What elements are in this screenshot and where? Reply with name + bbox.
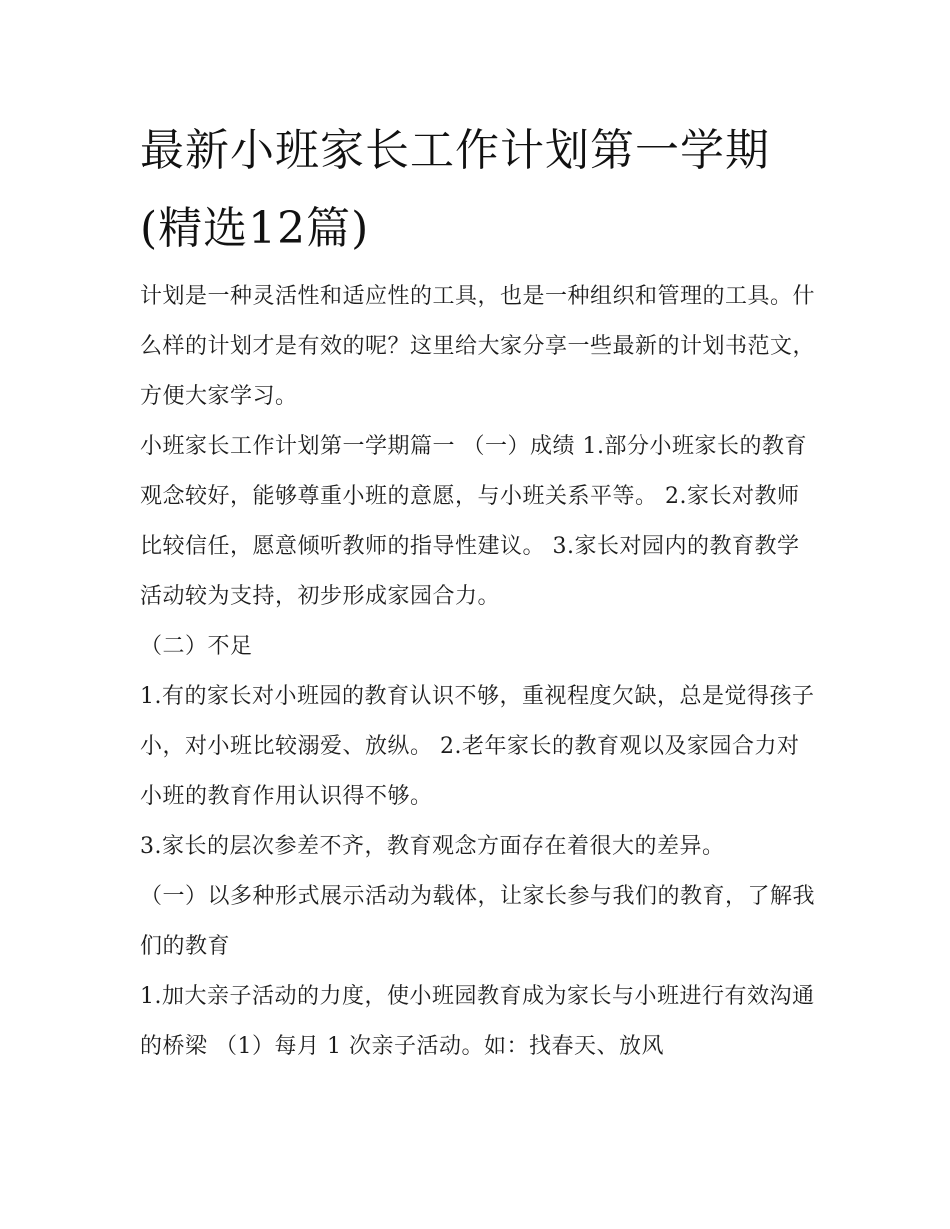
measures-heading: （一）以多种形式展示活动为载体，让家长参与我们的教育，了解我们的教育 — [140, 884, 816, 959]
shortcomings-paragraph-1: 1.有的家长对小班园的教育认识不够，重视程度欠缺，总是觉得孩子小，对小班比较溺爱、放纵。 2.老年家长的教育观以及家园合力对小班的教育作用认识得不够。 — [140, 684, 815, 809]
measures-paragraph-1: 1.加大亲子活动的力度，使小班园教育成为家长与小班进行有效沟通的桥梁 （1）每月 1 次亲子活动。如：找春天、放风 — [140, 984, 815, 1059]
section-shortcomings-heading: （二）不足 — [140, 634, 253, 659]
document-title: 最新小班家长工作计划第一学期(精选12篇) — [140, 125, 770, 254]
section-achievements-paragraph: 小班家长工作计划第一学期篇一 （一）成绩 1.部分小班家长的教育观念较好，能够尊重小班的意愿，与小班关系平等。 2.家长对教师比较信任，愿意倾听教师的指导性建议。 3.家长对园内的教育教学活动较为支持，初步形成家园合力。 — [140, 434, 807, 609]
shortcomings-paragraph-2: 3.家长的层次参差不齐，教育观念方面存在着很大的差异。 — [140, 834, 725, 859]
intro-paragraph: 计划是一种灵活性和适应性的工具，也是一种组织和管理的工具。什么样的计划才是有效的呢？这里给大家分享一些最新的计划书范文，方便大家学习。 — [140, 284, 816, 409]
document-body — [140, 112, 820, 1072]
